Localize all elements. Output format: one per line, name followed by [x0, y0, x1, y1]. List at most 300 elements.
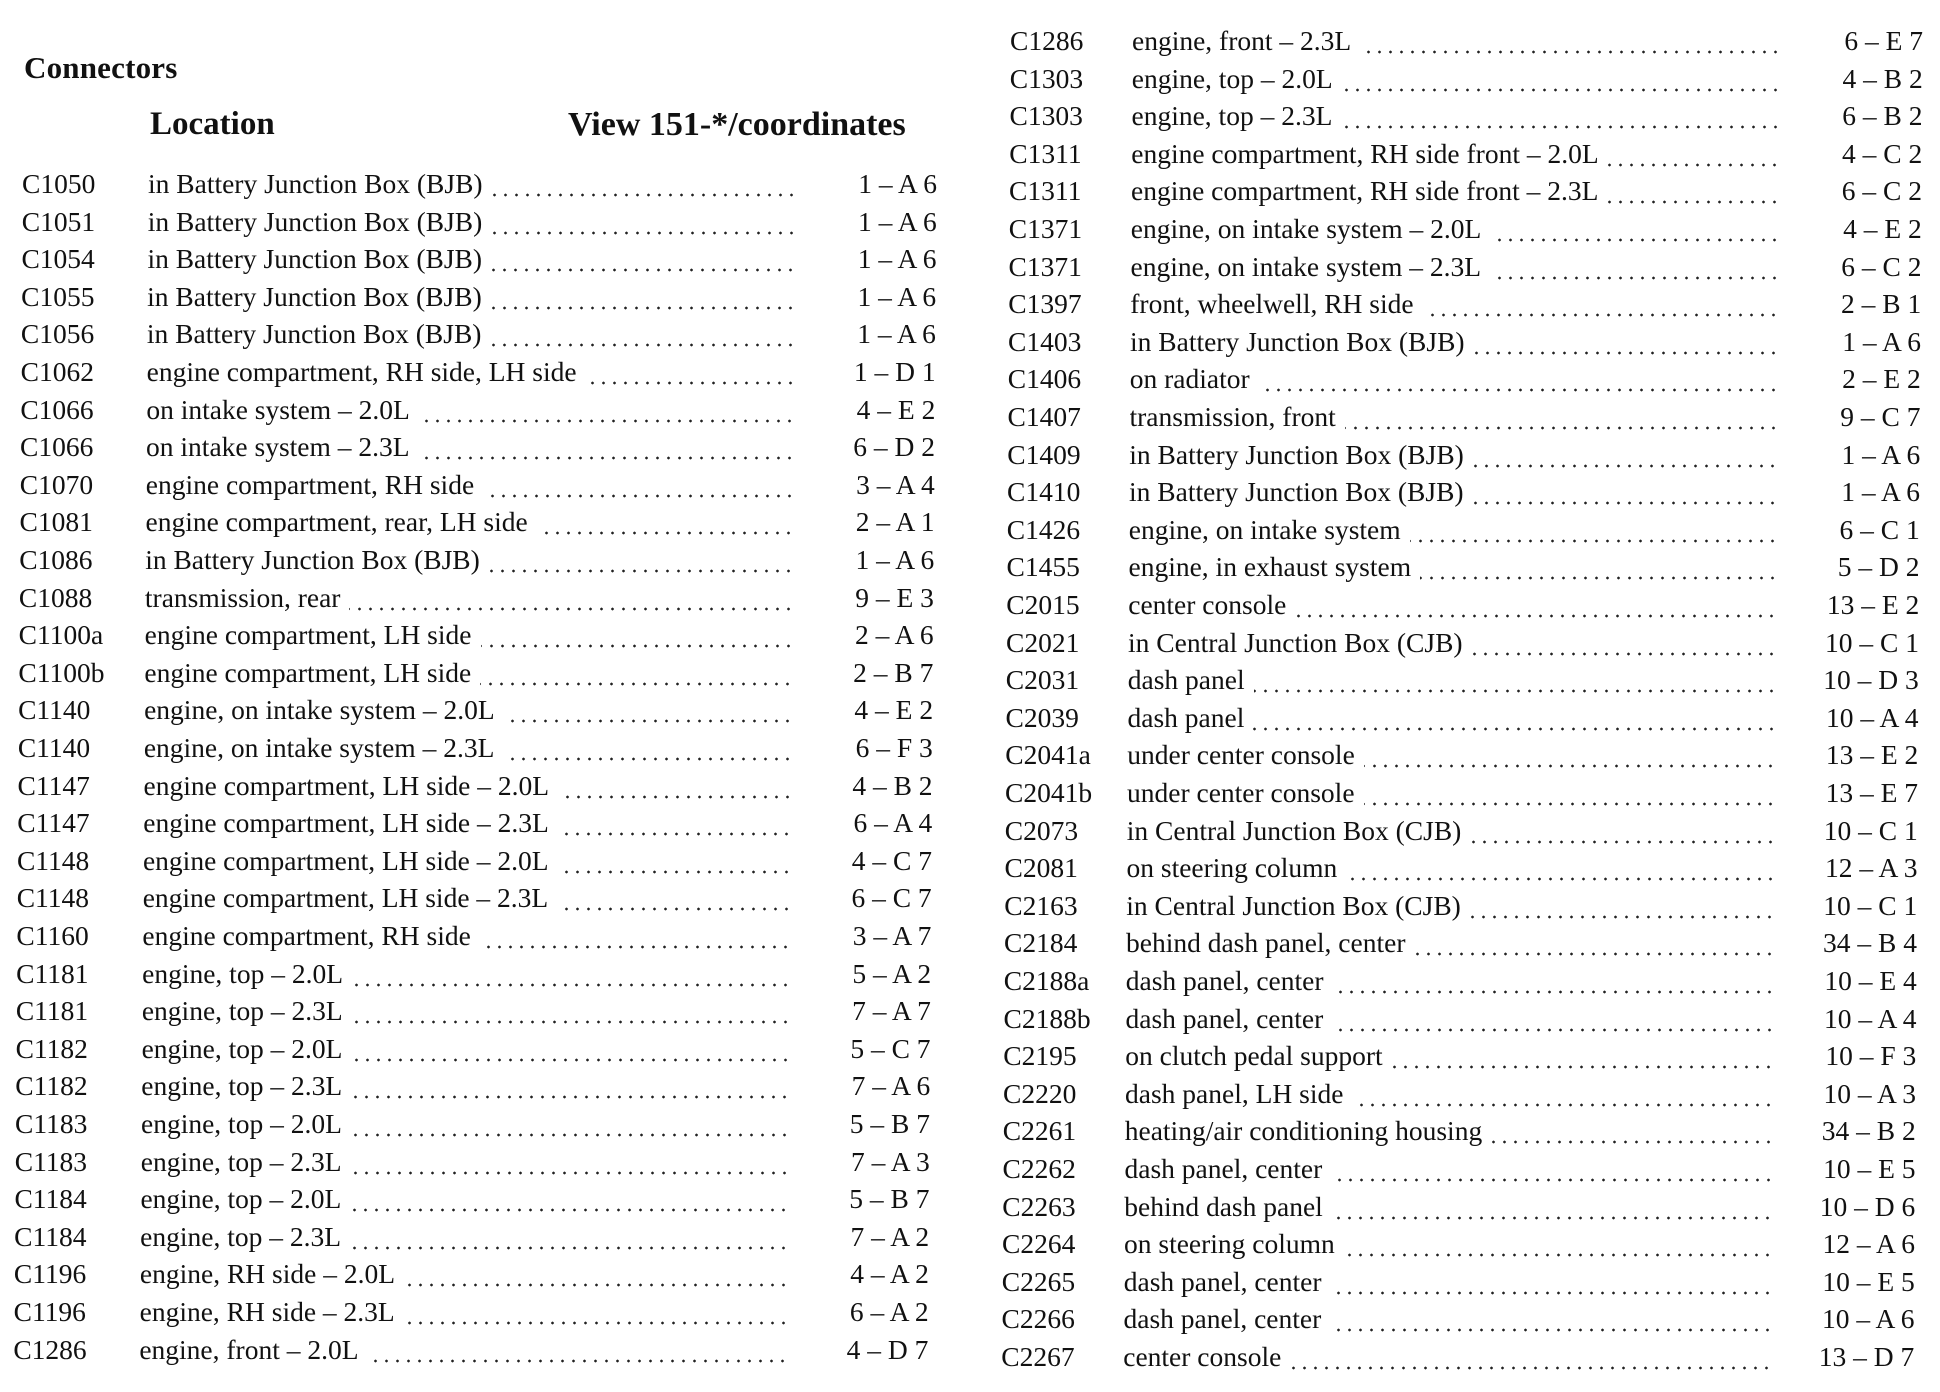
connector-location [146, 391, 796, 428]
connector-location-text: in Central Junction Box (CJB) [1126, 890, 1470, 921]
connector-location [142, 955, 792, 992]
connector-location-text: engine compartment, RH side, LH side [147, 356, 586, 387]
connector-row [990, 812, 1930, 849]
connector-location [146, 428, 796, 465]
connector-row [992, 548, 1932, 585]
connector-location [141, 1067, 791, 1104]
connector-coordinates: 2 – A 6 [854, 619, 934, 651]
connector-row [990, 736, 1930, 773]
connector-coordinates: 4 – C 2 [1842, 137, 1923, 169]
connector-location [1124, 1263, 1772, 1300]
connector-coordinates: 6 – C 7 [851, 882, 932, 914]
connector-code: C1147 [17, 769, 90, 801]
connector-location-text: under center console [1127, 739, 1364, 770]
connector-location [147, 278, 797, 315]
connector-coordinates: 4 – B 2 [1842, 62, 1923, 94]
connector-location-text: engine, top – 2.0L [142, 1033, 352, 1064]
connector-row [0, 278, 944, 315]
connector-coordinates: 1 – A 6 [1841, 438, 1921, 470]
connector-location-text: engine, on intake system – 2.3L [1131, 251, 1491, 282]
connector-location-text: engine, top – 2.3L [140, 1221, 350, 1252]
connector-location [1126, 924, 1774, 961]
connector-location-text: dash panel, center [1126, 1003, 1333, 1034]
connector-location-text: on radiator [1130, 363, 1259, 394]
connector-location-text: in Battery Junction Box (BJB) [145, 544, 489, 575]
connector-location [1129, 548, 1777, 585]
connector-row [986, 1338, 1926, 1375]
connector-location [1131, 135, 1779, 172]
connector-location [145, 503, 795, 540]
connector-location-text: engine, top – 2.3L [1132, 100, 1342, 131]
connector-location-text: engine compartment, RH side [146, 469, 483, 500]
connector-location [1130, 398, 1778, 435]
connector-coordinates: 1 – A 6 [857, 243, 937, 275]
connector-location [1130, 360, 1778, 397]
connector-code: C2263 [1002, 1190, 1076, 1222]
connector-location [1128, 661, 1776, 698]
connector-location-text: on clutch pedal support [1125, 1040, 1391, 1071]
connector-location-text: engine, in exhaust system [1129, 551, 1421, 582]
connector-row [992, 511, 1932, 548]
connector-coordinates: 1 – A 6 [857, 280, 937, 312]
connector-code: C1100b [18, 656, 105, 688]
connector-code: C1086 [19, 544, 93, 575]
connector-coordinates: 6 – D 2 [853, 431, 936, 463]
connector-location [1132, 60, 1780, 97]
connector-coordinates: 4 – D 7 [846, 1333, 929, 1365]
connector-location-text: engine compartment, LH side [144, 657, 480, 688]
connector-code: C1062 [20, 356, 94, 387]
connector-code: C1050 [22, 168, 96, 199]
connector-location [1128, 624, 1776, 661]
connector-coordinates: 9 – C 7 [1840, 401, 1921, 432]
connector-coordinates: 6 – A 2 [849, 1296, 929, 1327]
connector-location [1128, 699, 1776, 736]
connector-row [988, 1150, 1928, 1187]
connector-location-text: in Battery Junction Box (BJB) [148, 168, 492, 199]
connector-location-text: engine, on intake system – 2.0L [1131, 213, 1491, 244]
connector-row [0, 165, 945, 202]
connector-location [1129, 436, 1777, 473]
connector-row [0, 579, 942, 616]
connector-coordinates: 7 – A 3 [851, 1145, 930, 1177]
connector-code: C1088 [18, 581, 93, 613]
connector-location [1127, 774, 1775, 811]
connector-location [146, 466, 796, 503]
connector-location-text: under center console [1127, 777, 1364, 808]
connector-row [0, 203, 945, 240]
connector-row [0, 466, 943, 503]
connector-location-text: dash panel [1128, 702, 1254, 733]
connector-location-text: engine compartment, LH side – 2.3L [143, 807, 558, 838]
connector-code: C1371 [1008, 250, 1082, 282]
connector-location [1131, 248, 1779, 285]
connector-code: C2039 [1005, 701, 1079, 733]
connector-location-text: engine, front – 2.3L [1132, 25, 1360, 56]
connector-coordinates: 10 – C 1 [1825, 626, 1919, 658]
connector-location-text: front, wheelwell, RH side [1130, 288, 1422, 319]
connector-row [0, 1030, 939, 1067]
connector-coordinates: 13 – E 7 [1825, 777, 1918, 808]
connector-coordinates: 4 – E 2 [854, 694, 934, 726]
connector-code: C1455 [1006, 551, 1080, 583]
connector-location-text: in Battery Junction Box (BJB) [148, 206, 492, 237]
connector-location [142, 1030, 792, 1067]
connector-coordinates: 5 – A 2 [852, 957, 932, 989]
connector-row [0, 1143, 938, 1180]
connector-coordinates: 10 – D 3 [1823, 664, 1919, 696]
connector-row [991, 699, 1931, 736]
connector-coordinates: 13 – E 2 [1825, 739, 1919, 771]
connector-location [141, 1105, 791, 1142]
connector-row [994, 135, 1934, 172]
connector-location-text: engine, on intake system [1129, 514, 1410, 545]
connector-coordinates: 5 – B 7 [849, 1183, 930, 1215]
connector-location-text: in Battery Junction Box (BJB) [1130, 326, 1474, 357]
connector-location-text: dash panel, center [1125, 1153, 1332, 1184]
connector-location [147, 353, 797, 390]
connector-coordinates: 2 – A 1 [855, 506, 935, 538]
connector-location-text: engine, on intake system – 2.3L [144, 732, 504, 763]
connector-row [0, 992, 939, 1029]
connector-row [0, 804, 940, 841]
connector-code: C2041b [1005, 777, 1093, 808]
connector-location-text: engine compartment, RH side front – 2.3L [1131, 175, 1607, 206]
connector-location [144, 767, 794, 804]
connector-location [1130, 285, 1778, 322]
connector-coordinates: 9 – E 3 [855, 581, 934, 613]
connector-row [994, 172, 1934, 209]
connector-coordinates: 2 – B 1 [1841, 288, 1922, 320]
connector-location-text: engine compartment, LH side – 2.0L [143, 845, 558, 876]
connector-code: C1182 [15, 1070, 88, 1102]
connector-code: C1181 [15, 995, 89, 1027]
connector-code: C1397 [1008, 288, 1082, 320]
connector-row [995, 60, 1935, 97]
connector-code: C1196 [13, 1296, 86, 1327]
connector-row [987, 1300, 1927, 1337]
connector-coordinates: 5 – C 7 [850, 1032, 931, 1064]
connector-row [990, 849, 1930, 886]
connector-location [1126, 1000, 1774, 1037]
connector-location-text: engine, top – 2.3L [141, 1146, 351, 1177]
connector-row [989, 924, 1929, 961]
connector-coordinates: 34 – B 2 [1821, 1115, 1916, 1147]
connector-location-text: on steering column [1124, 1228, 1344, 1259]
connector-code: C2073 [1004, 814, 1079, 846]
connector-coordinates: 7 – A 2 [850, 1220, 930, 1252]
connector-location-text: engine, top – 2.0L [1132, 63, 1342, 94]
connector-code: C2021 [1006, 626, 1080, 658]
connector-location-text: transmission, front [1130, 401, 1345, 432]
connector-location [140, 1255, 790, 1292]
connector-location-text: engine compartment, LH side – 2.3L [143, 882, 558, 913]
connector-code: C2163 [1004, 889, 1078, 921]
connector-location [1127, 849, 1775, 886]
connector-code: C2264 [1002, 1228, 1076, 1260]
connector-coordinates: 10 – E 5 [1822, 1265, 1915, 1297]
connector-location [1132, 22, 1780, 59]
connector-coordinates: 10 – A 6 [1822, 1303, 1915, 1335]
connector-code: C1182 [15, 1032, 88, 1064]
connector-code: C2261 [1002, 1115, 1077, 1147]
connector-coordinates: 10 – A 3 [1823, 1077, 1916, 1109]
connector-row [0, 616, 942, 653]
connector-code: C2015 [1006, 589, 1080, 620]
connector-code: C1148 [16, 844, 90, 876]
connector-location [1132, 97, 1780, 134]
connector-location [147, 315, 797, 352]
connector-code: C1403 [1008, 325, 1082, 357]
connector-location-text: dash panel, center [1124, 1266, 1331, 1297]
connector-coordinates: 10 – E 4 [1824, 965, 1917, 996]
connector-code: C1183 [14, 1145, 88, 1177]
connector-row [0, 729, 941, 766]
connector-location [1130, 323, 1778, 360]
connector-code: C2188b [1003, 1002, 1091, 1034]
connector-row [0, 1255, 937, 1292]
connector-coordinates: 7 – A 6 [851, 1070, 931, 1102]
connector-coordinates: 6 – F 3 [855, 732, 933, 763]
connector-code: C1406 [1007, 363, 1082, 395]
connector-location-text: engine, front – 2.0L [139, 1334, 367, 1365]
connector-location-text: engine, top – 2.0L [140, 1183, 350, 1214]
connector-code: C1055 [21, 280, 95, 312]
connector-location [143, 842, 793, 879]
connector-location-text: dash panel [1128, 664, 1254, 695]
connector-location-text: engine, RH side – 2.3L [140, 1296, 404, 1327]
connector-coordinates: 4 – C 7 [851, 844, 932, 876]
connector-coordinates: 1 – A 6 [855, 544, 935, 575]
connector-coordinates: 6 – C 1 [1839, 513, 1920, 545]
connector-location [142, 917, 792, 954]
connector-row [995, 97, 1935, 134]
connector-row [994, 210, 1934, 247]
connector-location [1126, 962, 1774, 999]
section-title: Connectors [24, 50, 178, 85]
connector-row [0, 917, 939, 954]
connector-code: C1181 [16, 957, 89, 989]
connector-code: C1311 [1009, 175, 1082, 207]
connector-coordinates: 3 – A 4 [856, 468, 935, 500]
connector-location-text: behind dash panel, center [1126, 927, 1414, 958]
connector-coordinates: 1 – D 1 [853, 356, 936, 387]
connector-code: C2267 [1001, 1341, 1075, 1372]
connector-location [1125, 1150, 1773, 1187]
connector-location-text: engine compartment, LH side – 2.0L [144, 770, 559, 801]
connector-row [990, 774, 1930, 811]
connector-row [0, 955, 939, 992]
connector-code: C2262 [1002, 1153, 1076, 1184]
connector-row [991, 586, 1931, 623]
connector-row [989, 1000, 1929, 1037]
connector-location-text: on intake system – 2.3L [146, 431, 419, 462]
connector-location [1131, 210, 1779, 247]
connector-row [987, 1225, 1927, 1262]
connector-code: C1066 [20, 431, 94, 463]
connector-row [0, 391, 943, 428]
connector-row [991, 661, 1931, 698]
connector-location [141, 1143, 791, 1180]
connector-row [988, 1037, 1928, 1074]
connector-location [1125, 1112, 1773, 1149]
connector-row [0, 541, 942, 578]
connector-row [0, 879, 940, 916]
connector-location-text: center console [1123, 1341, 1290, 1372]
connector-code: C2265 [1001, 1265, 1076, 1297]
connector-location-text: in Central Junction Box (CJB) [1127, 815, 1471, 846]
connector-location-text: engine, top – 2.0L [141, 1108, 351, 1139]
connector-location-text: in Central Junction Box (CJB) [1128, 627, 1472, 658]
connector-location [1123, 1338, 1771, 1375]
connector-code: C1196 [13, 1258, 87, 1290]
connector-location [143, 804, 793, 841]
connector-location-text: in Battery Junction Box (BJB) [1129, 439, 1473, 470]
connector-row [993, 285, 1933, 322]
connector-location [143, 879, 793, 916]
connector-row [0, 1218, 937, 1255]
connector-coordinates: 5 – D 2 [1837, 551, 1920, 583]
connector-coordinates: 12 – A 6 [1822, 1228, 1915, 1260]
connector-location-text: dash panel, center [1124, 1303, 1331, 1334]
connector-row [0, 315, 944, 352]
connector-location-text: transmission, rear [145, 582, 350, 613]
connector-code: C1409 [1007, 438, 1081, 470]
connector-location [144, 691, 794, 728]
connector-location [145, 616, 795, 653]
connector-location [145, 541, 795, 578]
connector-coordinates: 2 – E 2 [1842, 363, 1921, 395]
connector-coordinates: 7 – A 7 [852, 995, 931, 1027]
connector-location [1124, 1300, 1772, 1337]
connector-row [993, 398, 1933, 435]
location-column-header: Location [150, 106, 275, 142]
connector-code: C2266 [1001, 1303, 1075, 1335]
connector-location-text: heating/air conditioning housing [1125, 1115, 1491, 1146]
connector-location [148, 203, 798, 240]
connector-coordinates: 1 – A 6 [858, 168, 937, 199]
connector-row [0, 428, 943, 465]
connector-location [1129, 473, 1777, 510]
connector-code: C1160 [16, 920, 89, 951]
connector-row [0, 240, 944, 277]
connector-row [0, 767, 941, 804]
connector-coordinates: 10 – A 4 [1824, 1002, 1917, 1034]
connector-row [0, 503, 942, 540]
connector-coordinates: 3 – A 7 [852, 920, 932, 951]
connector-code: C1081 [19, 506, 93, 538]
connector-code: C1148 [16, 882, 90, 914]
connector-coordinates: 13 – E 2 [1826, 589, 1920, 620]
connector-coordinates: 1 – A 6 [1842, 325, 1921, 357]
connector-location-text: dash panel, LH side [1125, 1078, 1352, 1109]
connector-location [1125, 1075, 1773, 1112]
connector-location-text: engine compartment, rear, LH side [145, 506, 536, 537]
connector-row [987, 1188, 1927, 1225]
connector-location [1126, 887, 1774, 924]
connector-row [991, 624, 1931, 661]
connector-location-text: engine compartment, RH side front – 2.0L [1131, 138, 1607, 169]
connector-code: C1184 [14, 1183, 87, 1215]
connector-row [0, 1067, 938, 1104]
connector-coordinates: 6 – B 2 [1842, 100, 1923, 132]
connector-location-text: in Battery Junction Box (BJB) [147, 281, 491, 312]
connector-code: C1303 [1009, 62, 1084, 94]
connector-location-text: engine, on intake system – 2.0L [144, 694, 504, 725]
connector-row [0, 1105, 938, 1142]
connector-coordinates: 6 – A 4 [853, 807, 933, 839]
connector-row [993, 323, 1933, 360]
connector-row [0, 1180, 937, 1217]
connector-row [0, 691, 941, 728]
connector-code: C1183 [15, 1108, 88, 1139]
connector-location [1131, 172, 1779, 209]
connector-row [0, 842, 940, 879]
connector-coordinates: 12 – A 3 [1825, 852, 1918, 884]
connector-location-text: center console [1128, 589, 1295, 620]
connector-code: C2184 [1004, 927, 1078, 959]
connector-code: C1100a [18, 619, 104, 651]
connector-row [989, 962, 1929, 999]
connector-coordinates: 4 – A 2 [850, 1258, 929, 1290]
connector-code: C1410 [1007, 476, 1081, 508]
connector-location-text: engine, top – 2.0L [142, 958, 352, 989]
connector-coordinates: 10 – A 4 [1826, 701, 1919, 733]
connector-coordinates: 1 – A 6 [1841, 476, 1920, 508]
connector-code: C2220 [1003, 1077, 1077, 1109]
connector-coordinates: 4 – E 2 [1843, 213, 1922, 244]
connector-location [1127, 812, 1775, 849]
connector-coordinates: 2 – B 7 [853, 656, 934, 688]
connector-location-text: behind dash panel [1124, 1191, 1332, 1222]
connector-coordinates: 34 – B 4 [1823, 927, 1917, 959]
connector-location [142, 992, 792, 1029]
connector-coordinates: 4 – E 2 [856, 393, 936, 425]
connector-code: C1407 [1007, 401, 1081, 432]
connector-coordinates: 10 – C 1 [1823, 889, 1918, 921]
connector-location [147, 240, 797, 277]
connector-code: C1184 [14, 1220, 87, 1252]
connector-location-text: engine, top – 2.3L [141, 1070, 351, 1101]
connector-location [139, 1331, 789, 1368]
connector-location-text: engine compartment, LH side [145, 619, 481, 650]
connector-code: C1311 [1009, 137, 1082, 169]
connector-row [994, 248, 1934, 285]
connector-location [1124, 1225, 1772, 1262]
connector-location [1129, 511, 1777, 548]
connector-row [995, 22, 1935, 59]
connector-code: C1147 [17, 807, 90, 839]
connector-location [1128, 586, 1776, 623]
view-coordinates-column-header: View 151-*/coordinates [568, 106, 906, 143]
connector-code: C1303 [1009, 100, 1083, 132]
connector-location-text: in Battery Junction Box (BJB) [147, 318, 491, 349]
connector-location [144, 729, 794, 766]
connector-code: C2188a [1003, 965, 1090, 996]
connector-location-text: in Battery Junction Box (BJB) [147, 243, 491, 274]
connector-row [989, 887, 1929, 924]
connector-code: C1066 [20, 393, 94, 425]
connector-code: C1070 [19, 468, 94, 500]
connector-code: C1051 [21, 205, 96, 237]
connector-coordinates: 1 – A 6 [857, 318, 936, 350]
connector-row [992, 436, 1932, 473]
connector-location [1127, 736, 1775, 773]
connector-coordinates: 10 – D 6 [1819, 1190, 1916, 1222]
connector-code: C2031 [1005, 664, 1080, 696]
connector-location-text: engine compartment, RH side [142, 920, 479, 951]
connector-location-text: dash panel, center [1126, 965, 1333, 996]
